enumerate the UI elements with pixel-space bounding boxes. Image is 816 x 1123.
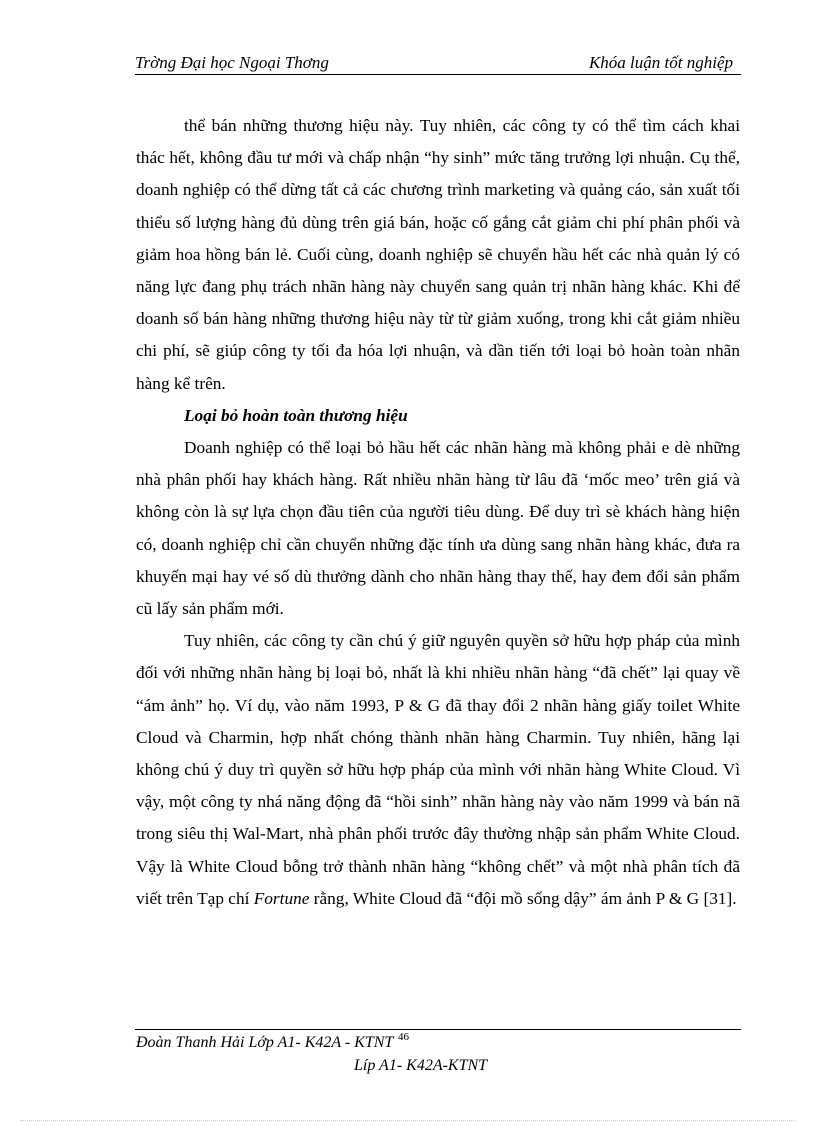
page-number: 46 xyxy=(398,1031,409,1043)
header-document-type: Khóa luận tốt nghiệp xyxy=(588,53,733,72)
paragraph-1: thể bán những thương hiệu này. Tuy nhiên, các công ty có thể tìm cách khai thác hết, không đầu tư mới và chấp nhận “hy sinh” mức tăng trưởng lợi nhuận. Cụ thể, doanh nghiệp có thể dừng tất cả các chương trình marketing và quảng cáo, sản xuất tối thiểu số lượng hàng đủ dùng trên giá bán, hoặc cố gắng cắt giảm chi phí phân phối và giảm hoa hồng bán lẻ. Cuối cùng, doanh nghiệp sẽ chuyển hầu hết các nhà quản lý có năng lực đang phụ trách nhãn hàng này chuyển sang quản trị nhãn hàng khác. Khi để doanh số bán hàng những thương hiệu này từ từ giảm xuống, trong khi cắt giảm nhiều chi phí, sẽ giúp công ty tối đa hóa lợi nhuận, và dần tiến tới loại bỏ hoàn toàn nhãn hàng kể trên. xyxy=(136,116,740,393)
section-heading: Loại bỏ hoàn toàn thương hiệu xyxy=(184,405,408,425)
footer-class: Líp A1- K42A-KTNT xyxy=(354,1057,488,1074)
paragraph-3 xyxy=(136,625,740,915)
footer-divider xyxy=(135,1029,741,1030)
paragraph-3-text-b: rằng, White Cloud đã “đội mồ sống dậy” ám ảnh P & G [31]. xyxy=(309,888,737,908)
footer-author: Đoàn Thanh Hải Lớp A1- K42A - KTNT xyxy=(136,1034,394,1051)
page-bottom-border xyxy=(20,1120,796,1121)
page-header xyxy=(135,52,741,75)
header-school-name: Trờng Đại học Ngoại Thơng xyxy=(135,53,329,72)
body-text xyxy=(136,110,740,915)
paragraph-3-text-a: Tuy nhiên, các công ty cần chú ý giữ nguyên quyền sở hữu hợp pháp của mình đối với những nhãn hàng bị loại bỏ, nhất là khi nhiều nhãn hàng “đã chết” lại quay về “ám ảnh” họ. Ví dụ, vào năm 1993, P & G đã thay đổi 2 nhãn hàng giấy toilet White Cloud và Charmin, hợp nhất chóng thành nhãn hàng Charmin. Tuy nhiên, hãng lại không chú ý duy trì quyền sở hữu hợp pháp của mình với nhãn hàng White Cloud. Vì vậy, một công ty nhá năng động đã “hồi sinh” nhãn hàng này vào năm 1999 và bán nã trong siêu thị Wal-Mart, nhà phân phối trước đây thường nhập sản phẩm White Cloud. Vậy là White Cloud bỗng trở thành nhãn hàng “không chết” và một nhà phân tích đã viết trên Tạp chí xyxy=(136,631,740,908)
paragraph-3-magazine-name: Fortune xyxy=(253,888,310,908)
paragraph-2: Doanh nghiệp có thể loại bỏ hầu hết các nhãn hàng mà không phải e dè những nhà phân phối hay khách hàng. Rất nhiều nhãn hàng từ lâu đã ‘mốc meo’ trên giá và không còn là sự lựa chọn đầu tiên của người tiêu dùng. Để duy trì sè khách hàng hiện có, doanh nghiệp chỉ cần chuyển những đặc tính ưa dùng sang nhãn hàng khác, đưa ra khuyến mại hay vé số dù thưởng dành cho nhãn hàng thay thế, hay đem đổi sản phẩm cũ lấy sản phẩm mới. xyxy=(136,438,740,619)
